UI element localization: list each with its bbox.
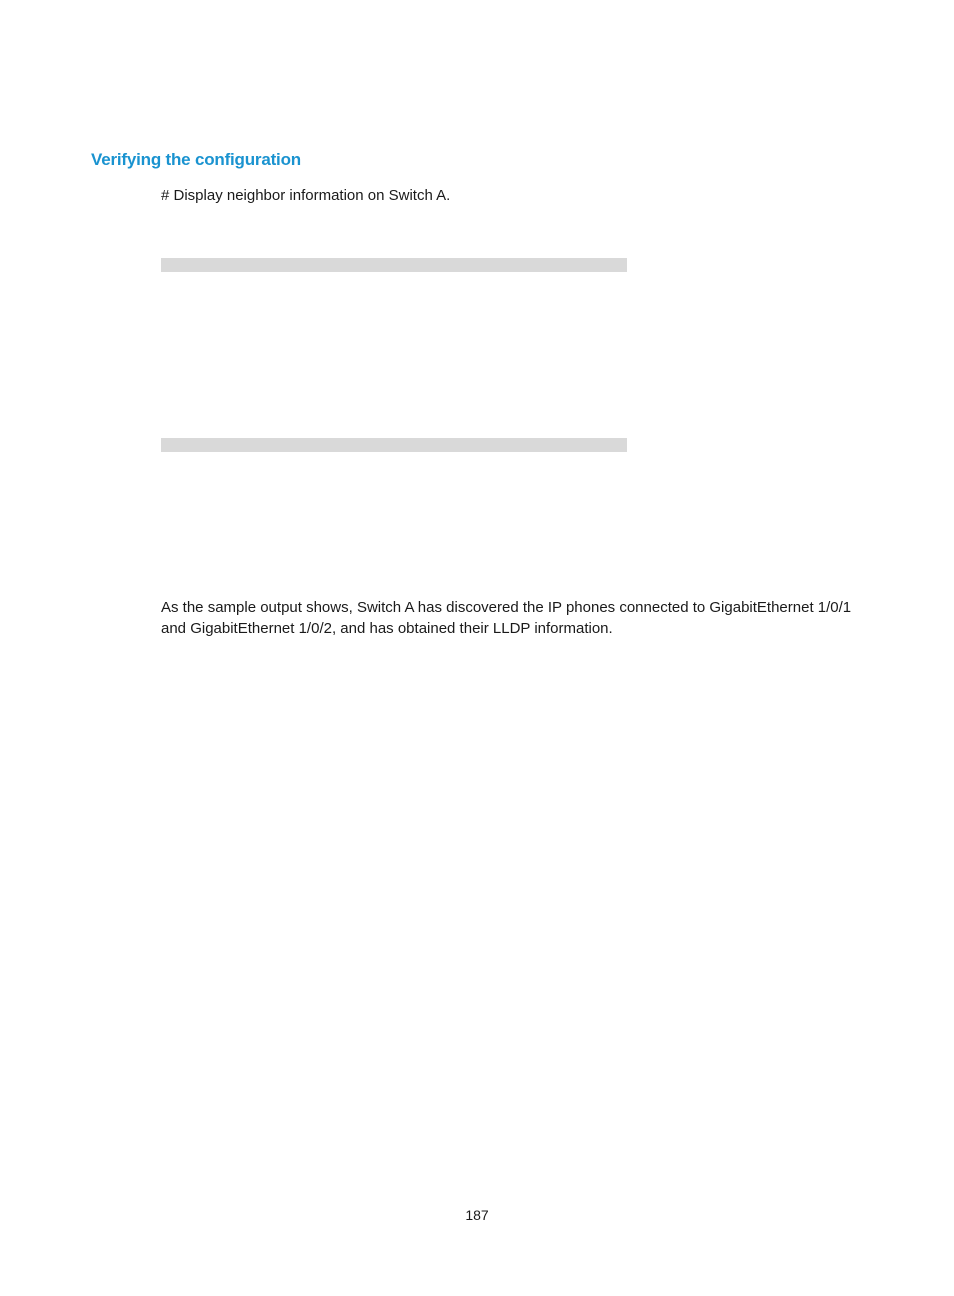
intro-text: # Display neighbor information on Switch A. <box>161 187 451 204</box>
summary-paragraph <box>161 597 871 639</box>
code-block-bar-2 <box>161 438 627 452</box>
summary-line-2: and GigabitEthernet 1/0/2, and has obtained their LLDP information. <box>161 620 613 637</box>
section-heading: Verifying the configuration <box>91 150 301 169</box>
page-number: 187 <box>465 1207 489 1223</box>
code-block-bar-1 <box>161 258 627 272</box>
summary-line-1: As the sample output shows, Switch A has discovered the IP phones connected to GigabitEthernet 1/0/1 <box>161 599 852 616</box>
